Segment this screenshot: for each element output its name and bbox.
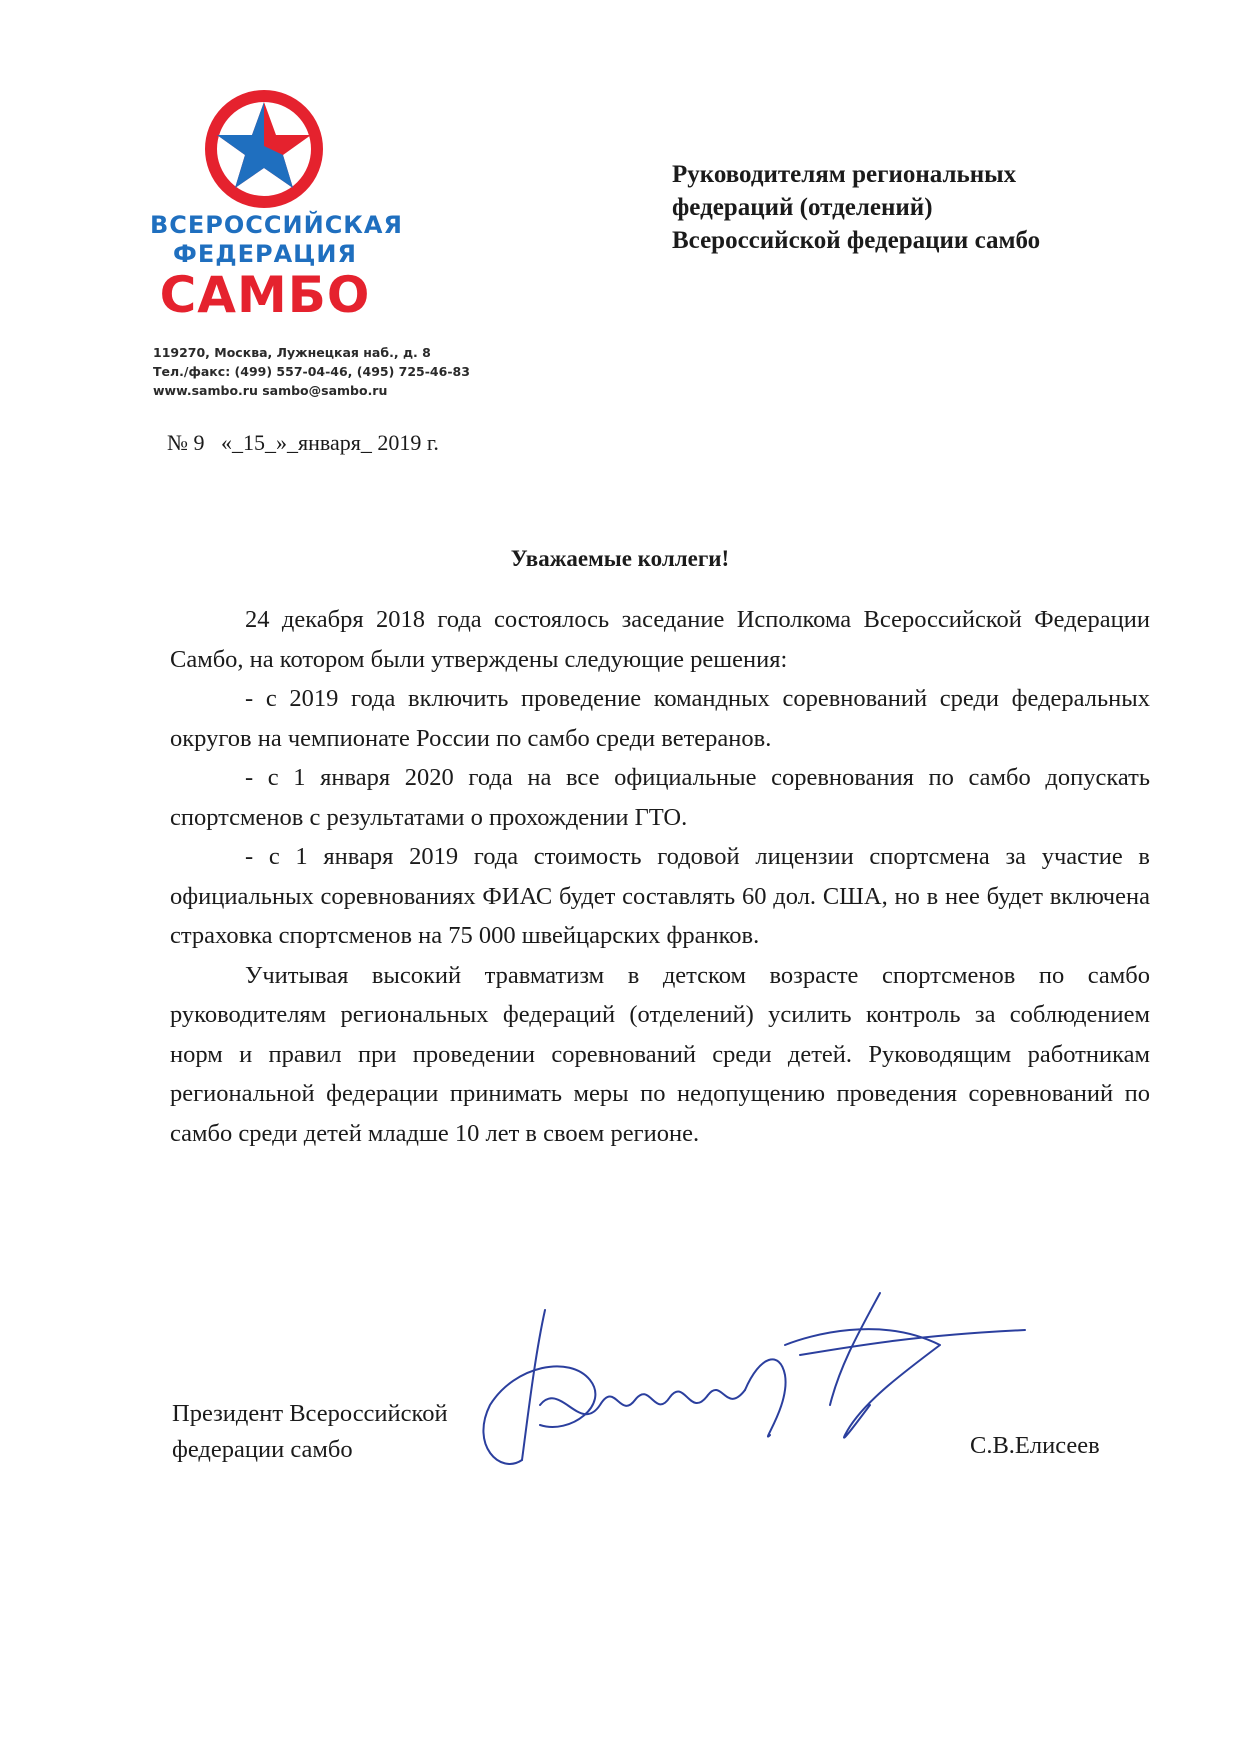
contact-block [153,343,470,400]
signatory-title-line-1: Президент Всероссийской [172,1400,448,1427]
logo-line-3: САМБО [159,266,371,324]
signatory-title-line-2: федерации самбо [172,1436,353,1463]
document-number-date: № 9 «_15_»_января_ 2019 г. [167,430,439,455]
body-paragraph: - с 1 января 2019 года стоимость годовой лицензии спортсмена за участие в официальных соревнованиях ФИАС будет составлять 60 дол. США, но в нее будет включена страховка спортсменов на 75 000 швейцарских франков. [170,843,1150,949]
body-paragraph: - с 1 января 2020 года на все официальные соревнования по самбо допускать спортсменов с результатами о прохождении ГТО. [170,764,1150,831]
handwritten-signature [460,1285,1040,1505]
body-paragraph: 24 декабря 2018 года состоялось заседание Исполкома Всероссийской Федерации Самбо, на котором были утверждены следующие решения: [170,606,1150,673]
greeting: Уважаемые коллеги! [510,546,730,571]
signatory-title [172,1396,448,1468]
signatory-name: С.В.Елисеев [970,1432,1100,1459]
body-paragraph: - с 2019 года включить проведение командных соревнований среди федеральных округов на чемпионате России по самбо среди ветеранов. [170,685,1150,752]
letter-body [170,600,1150,1153]
addressee-line-3: Всероссийской федерации самбо [672,227,1041,254]
logo-line-1: ВСЕРОССИЙСКАЯ [150,211,403,239]
star-in-circle-emblem-icon [203,88,325,210]
addressee-line-1: Руководителям региональных [672,161,1017,188]
logo-line-2: ФЕДЕРАЦИЯ [173,240,357,268]
body-paragraph: Учитывая высокий травматизм в детском возрасте спортсменов по самбо руководителям региональных федераций (отделений) усилить контроль за соблюдением норм и правил при проведении соревнований среди детей. Руководящим работникам региональной федерации принимать меры по недопущению проведения соревнований по самбо среди детей младше 10 лет в своем регионе. [170,961,1150,1147]
address-text: 119270, Москва, Лужнецкая наб., д. 8 [153,345,431,360]
addressee-block [672,158,1040,257]
web-email-text: www.sambo.ru sambo@sambo.ru [153,383,388,398]
addressee-line-2: федераций (отделений) [672,194,933,221]
phone-text: Тел./факс: (499) 557-04-46, (495) 725-46-83 [153,364,470,379]
